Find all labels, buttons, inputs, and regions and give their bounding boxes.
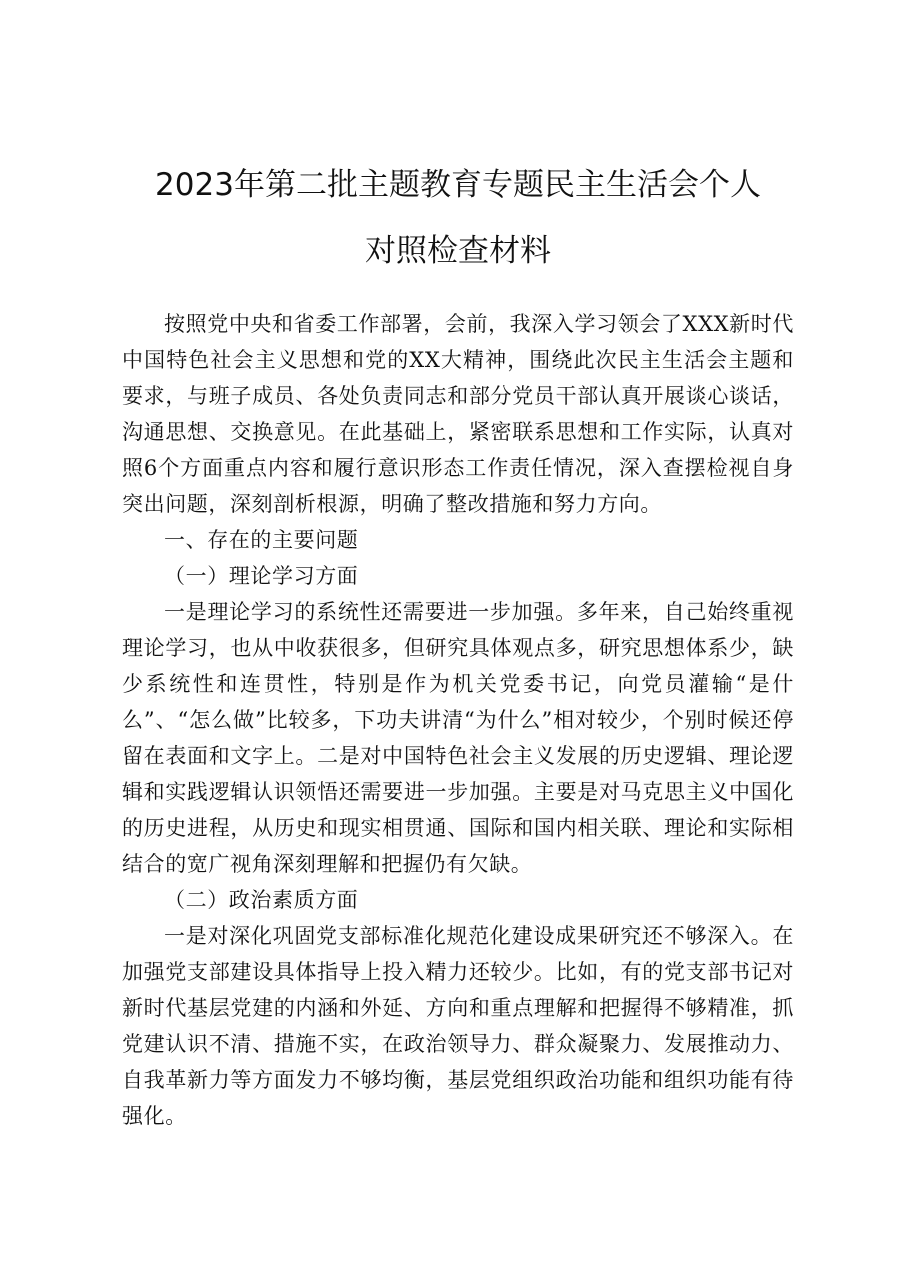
document-title (122, 152, 794, 284)
intro-paragraph: 按照党中央和省委工作部署，会前，我深入学习领会了XXX新时代中国特色社会主义思想和党的XX大精神，围绕此次民主生活会主题和要求，与班子成员、各处负责同志和部分党员干部认真开展谈心谈话，沟通思想、交换意见。在此基础上，紧密联系思想和工作实际，认真对照6个方面重点内容和履行意识形态工作责任情况，深入查摆检视自身突出问题，深刻剖析根源，明确了整改措施和努力方向。 (122, 312, 794, 516)
subsection-paragraph-2: 一是对深化巩固党支部标准化规范化建设成果研究还不够深入。在加强党支部建设具体指导上投入精力还较少。比如，有的党支部书记对新时代基层党建的内涵和外延、方向和重点理解和把握得不够精准，抓党建认识不清、措施不实，在政治领导力、群众凝聚力、发展推动力、自我革新力等方面发力不够均衡，基层党组织政治功能和组织功能有待强化。 (122, 924, 794, 1128)
title-line-2: 对照检查材料 (365, 233, 551, 269)
section-heading-1: 一、存在的主要问题 (164, 528, 359, 552)
title-line-1: 2023年第二批主题教育专题民主生活会个人 (155, 167, 761, 203)
document-body (122, 306, 794, 1134)
subsection-paragraph-1: 一是理论学习的系统性还需要进一步加强。多年来，自己始终重视理论学习，也从中收获很多，但研究具体观点多，研究思想体系少，缺少系统性和连贯性，特别是作为机关党委书记，向党员灌输“是什么”、“怎么做”比较多，下功夫讲清“为什么”相对较少，个别时候还停留在表面和文字上。二是对中国特色社会主义发展的历史逻辑、理论逻辑和实践逻辑认识领悟还需要进一步加强。主要是对马克思主义中国化的历史进程，从历史和现实相贯通、国际和国内相关联、理论和实际相结合的宽广视角深刻理解和把握仍有欠缺。 (122, 600, 794, 876)
subsection-heading-2: （二）政治素质方面 (164, 888, 359, 912)
subsection-heading-1: （一）理论学习方面 (164, 564, 359, 588)
